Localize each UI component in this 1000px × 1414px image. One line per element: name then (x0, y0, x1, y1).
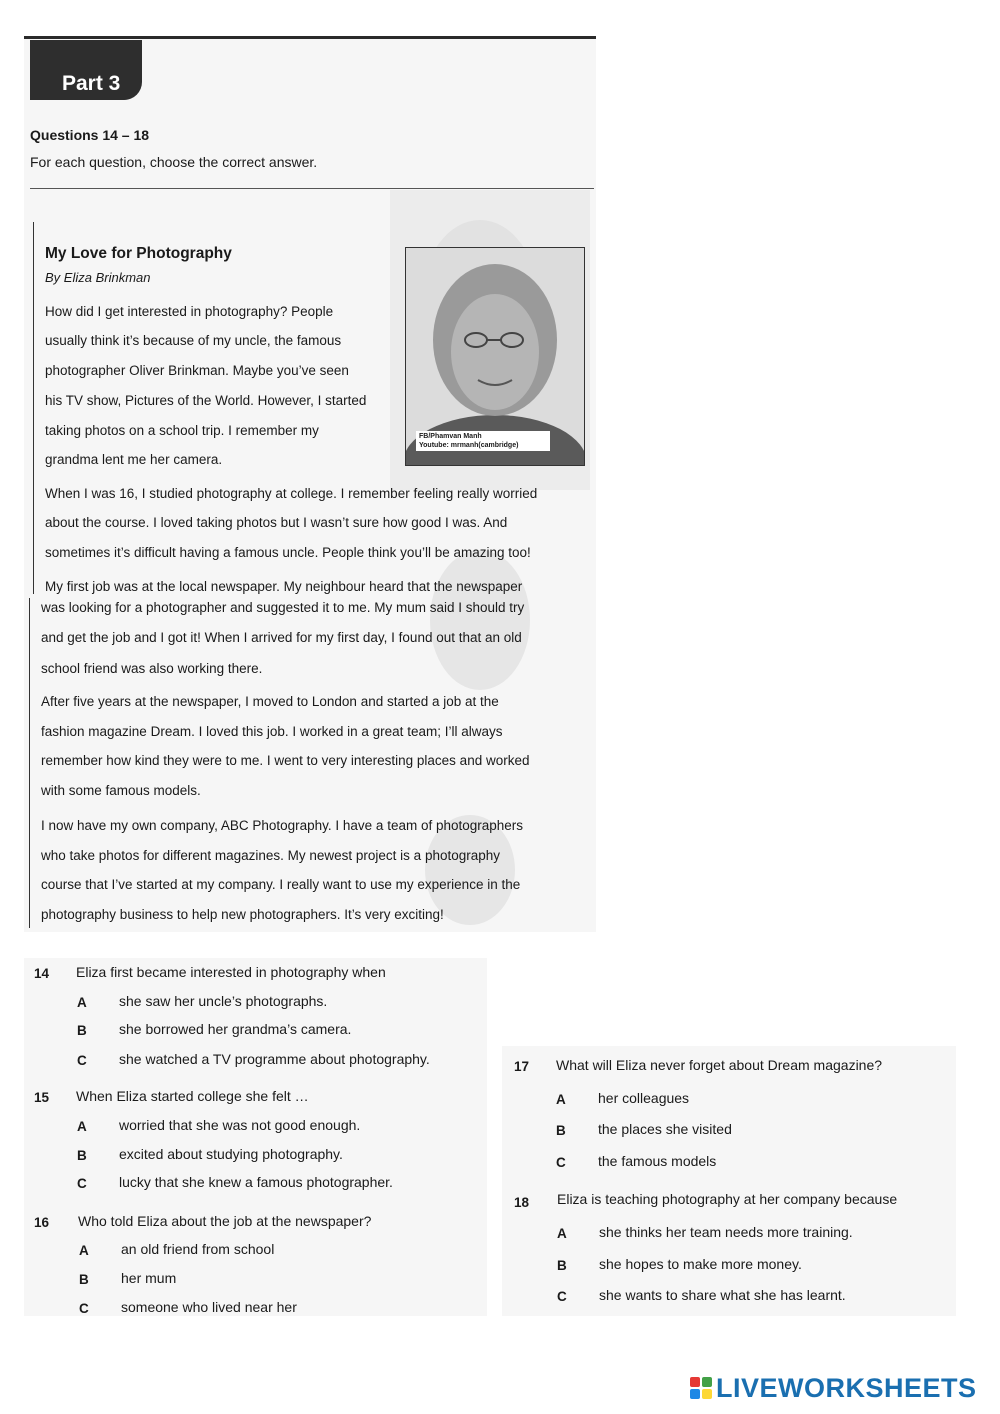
part-tab (30, 40, 142, 100)
article-line: After five years at the newspaper, I moved to London and started a job at the (41, 694, 499, 709)
option-text[interactable]: someone who lived near her (121, 1299, 297, 1315)
article-line: about the course. I loved taking photos but I wasn’t sure how good I was. And (45, 515, 508, 530)
question-text: Who told Eliza about the job at the newspaper? (78, 1213, 372, 1229)
question-number: 18 (514, 1195, 530, 1210)
option-text[interactable]: she borrowed her grandma’s camera. (119, 1021, 352, 1037)
option-letter[interactable]: A (79, 1243, 89, 1258)
part-label: Part 3 (62, 72, 121, 95)
photo-caption-line-1: FB/Phamvan Manh (419, 433, 482, 440)
option-text[interactable]: her mum (121, 1270, 177, 1286)
article-line: photography business to help new photographers. It’s very exciting! (41, 907, 444, 922)
article-line: with some famous models. (41, 783, 201, 798)
option-letter[interactable]: B (77, 1023, 87, 1038)
question-text: What will Eliza never forget about Dream magazine? (556, 1057, 883, 1073)
article-title: My Love for Photography (45, 245, 232, 262)
article-line: school friend was also working there. (41, 661, 263, 676)
article-line: My first job was at the local newspaper. My neighbour heard that the newspaper (45, 579, 523, 594)
question-text: Eliza is teaching photography at her company because (557, 1191, 898, 1207)
option-text[interactable]: she hopes to make more money. (599, 1256, 802, 1272)
option-text[interactable]: the places she visited (598, 1121, 732, 1137)
option-text[interactable]: she wants to share what she has learnt. (599, 1287, 846, 1303)
article-line: How did I get interested in photography? People (45, 304, 334, 319)
article-line: usually think it’s because of my uncle, the famous (45, 333, 342, 348)
option-text[interactable]: excited about studying photography. (119, 1146, 343, 1162)
top-border (24, 36, 596, 39)
question-number: 14 (34, 966, 50, 981)
option-letter[interactable]: C (77, 1176, 87, 1191)
option-letter[interactable]: C (557, 1289, 567, 1304)
photo-caption (416, 431, 550, 451)
brand-name: LIVEWORKSHEETS (716, 1373, 977, 1403)
divider (30, 188, 594, 189)
article-line: his TV show, Pictures of the World. However, I started (45, 393, 367, 408)
question-number: 16 (34, 1215, 50, 1230)
option-letter[interactable]: A (77, 995, 87, 1010)
liveworksheets-icon (690, 1377, 712, 1399)
option-text[interactable]: she watched a TV programme about photography. (119, 1051, 430, 1067)
article-line: and get the job and I got it! When I arrived for my first day, I found out that an old (41, 630, 522, 645)
option-text[interactable]: the famous models (598, 1153, 717, 1169)
article-line: was looking for a photographer and suggested it to me. My mum said I should try (41, 600, 525, 615)
article-author: By Eliza Brinkman (45, 270, 151, 285)
article-line: sometimes it’s difficult having a famous uncle. People think you’ll be amazing too! (45, 545, 531, 560)
photo-caption-line-2: Youtube: mrmanh(cambridge) (419, 442, 519, 449)
option-text[interactable]: lucky that she knew a famous photographer. (119, 1174, 393, 1190)
option-letter[interactable]: A (77, 1119, 87, 1134)
article-line: course that I’ve started at my company. I really want to use my experience in the (41, 877, 521, 892)
article-line: When I was 16, I studied photography at college. I remember feeling really worried (45, 486, 538, 501)
option-text[interactable]: an old friend from school (121, 1241, 275, 1257)
option-letter[interactable]: A (557, 1226, 567, 1241)
option-letter[interactable]: B (556, 1123, 566, 1138)
option-letter[interactable]: C (556, 1155, 566, 1170)
option-letter[interactable]: B (79, 1272, 89, 1287)
option-text[interactable]: she thinks her team needs more training. (599, 1224, 853, 1240)
article-line: photographer Oliver Brinkman. Maybe you’ve seen (45, 363, 349, 378)
option-letter[interactable]: A (556, 1092, 566, 1107)
article-line: taking photos on a school trip. I remember my (45, 423, 319, 438)
question-number: 15 (34, 1090, 50, 1105)
article-frame-left (33, 222, 34, 594)
question-text: When Eliza started college she felt … (76, 1088, 309, 1104)
article-line: fashion magazine Dream. I loved this job. I worked in a great team; I’ll always (41, 724, 503, 739)
article-frame-left-2 (29, 598, 30, 928)
option-letter[interactable]: C (79, 1301, 89, 1316)
option-text[interactable]: she saw her uncle’s photographs. (119, 993, 328, 1009)
option-letter[interactable]: B (557, 1258, 567, 1273)
article-line: I now have my own company, ABC Photography. I have a team of photographers (41, 818, 524, 833)
questions-range: Questions 14 – 18 (30, 127, 150, 143)
option-text[interactable]: worried that she was not good enough. (119, 1117, 361, 1133)
questions-panel-left (24, 958, 487, 1316)
instructions: For each question, choose the correct answer. (30, 154, 318, 170)
questions-panel-right (502, 1046, 956, 1316)
article-line: who take photos for different magazines. My newest project is a photography (41, 848, 501, 863)
option-text[interactable]: her colleagues (598, 1090, 690, 1106)
article-line: grandma lent me her camera. (45, 452, 223, 467)
question-number: 17 (514, 1059, 530, 1074)
question-text: Eliza first became interested in photography when (76, 964, 386, 980)
option-letter[interactable]: B (77, 1148, 87, 1163)
option-letter[interactable]: C (77, 1053, 87, 1068)
article-line: remember how kind they were to me. I went to very interesting places and worked (41, 753, 530, 768)
